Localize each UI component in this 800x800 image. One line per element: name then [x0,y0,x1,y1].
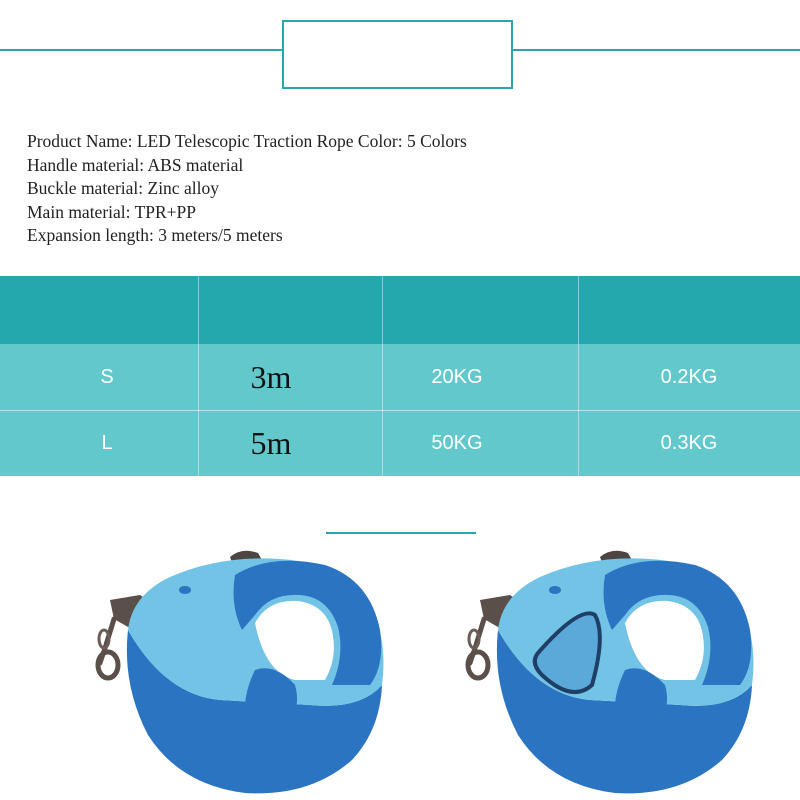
spec-expansion-length: Expansion length: 3 meters/5 meters [27,225,283,245]
header-divider-right [513,49,800,51]
section-divider [326,532,476,534]
length-cell: 3m [250,358,292,395]
spec-product-name: Product Name: LED Telescopic Traction Rope Color: 5 Colors [27,131,467,151]
header-cell-2 [198,276,382,344]
size-cell: S [100,365,114,388]
size-cell: L [101,431,113,454]
header-cell-3 [382,276,578,344]
weight-cell: 0.2KG [660,365,718,388]
spec-buckle-material: Buckle material: Zinc alloy [27,178,219,198]
header-cell-1 [0,276,198,344]
table-row [0,344,800,410]
size-table [0,276,800,476]
header-title-box [282,20,513,89]
load-cell: 50KG [431,431,483,454]
retractable-leash-led-icon [440,535,770,800]
table-row [0,410,800,476]
weight-cell: 0.3KG [660,431,718,454]
header-divider-left [0,49,282,51]
product-specs [27,130,767,248]
load-cell: 20KG [431,365,483,388]
retractable-leash-icon [70,535,400,800]
product-image-right [440,535,770,800]
product-image-left [70,535,400,800]
size-table-header [0,276,800,344]
header-cell-4 [578,276,800,344]
spec-handle-material: Handle material: ABS material [27,154,244,175]
spec-main-material: Main material: TPR+PP [27,201,196,222]
length-cell: 5m [250,424,292,461]
